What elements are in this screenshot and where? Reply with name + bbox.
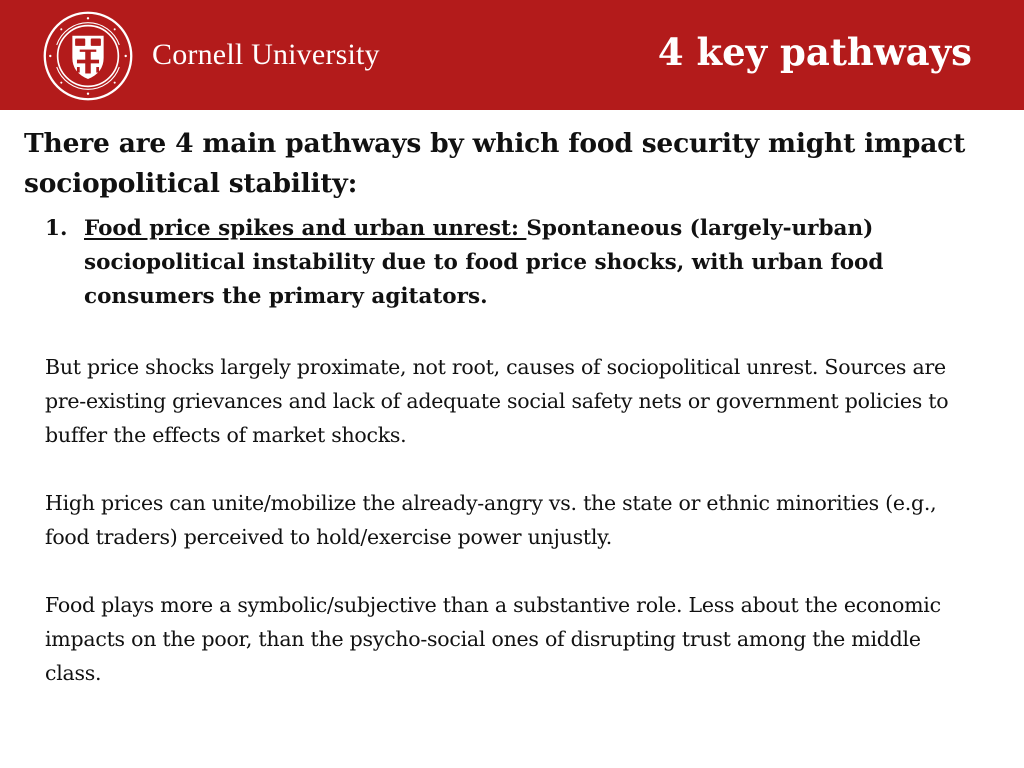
pathway-item-1 — [45, 212, 965, 314]
pathway-text: Spontaneous (largely-urban) sociopolitical instability due to food price shocks, with urban food consumers the primary agitators. — [84, 216, 884, 309]
intro-text: There are 4 main pathways by which food security might impact sociopolitical stability: — [24, 128, 966, 199]
paragraph-price-shocks: But price shocks largely proximate, not root, causes of sociopolitical unrest. Sources are pre-existing grievances and lack of adequate social safety nets or government policies to buffer the effects of market shocks. — [45, 355, 949, 447]
paragraph-symbolic-role: Food plays more a symbolic/subjective than a substantive role. Less about the economic impacts on the poor, than the psycho-social ones of disrupting trust among the middle class. — [45, 593, 941, 685]
university-logo-text: Cornell University — [152, 38, 380, 71]
paragraph-high-prices: High prices can unite/mobilize the already-angry vs. the state or ethnic minorities (e.g., food traders) perceived to hold/exercise power unjustly. — [45, 491, 937, 549]
cornell-seal-icon — [42, 10, 134, 102]
slide-body — [0, 110, 1024, 768]
slide-title: 4 key pathways — [657, 30, 972, 74]
pathway-heading: Food price spikes and urban unrest: — [84, 216, 527, 241]
slide-header — [0, 0, 1024, 110]
pathway-body — [84, 212, 965, 314]
pathway-number: 1. — [45, 216, 68, 241]
